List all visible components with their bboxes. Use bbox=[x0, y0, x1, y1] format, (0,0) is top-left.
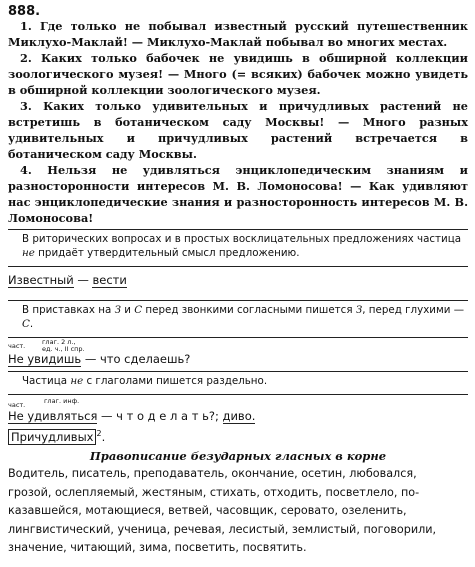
example-punct: . bbox=[101, 429, 106, 444]
grammar-label: част. bbox=[8, 401, 26, 409]
rule-text: с глаголами пишется раздельно. bbox=[86, 375, 268, 387]
section-title: Правописание безударных гласных в корне bbox=[89, 449, 387, 463]
word-list-line: Водитель, писатель, преподаватель, окончание, осетин, любовался, bbox=[8, 467, 417, 480]
rule-letter: З bbox=[355, 304, 363, 316]
exercise-item-3: 3. Каких только удивительных и причудливых растений не встретишь в ботаническом саду Москвы! — Много разных удивительных и причудливых растений встречается в ботаническом саду Москвы. bbox=[8, 99, 468, 161]
rule-particle: не bbox=[70, 375, 84, 387]
example-prichudlivykh bbox=[8, 429, 468, 449]
footnote-mark: 2 bbox=[96, 429, 102, 438]
rule-letter: З bbox=[114, 304, 121, 316]
rule-letter: С bbox=[134, 304, 143, 316]
exercise-item-2: 2. Каких только бабочек не увидишь в обширной коллекции зоологического музея! — Много (= всяких) бабочек можно увидеть в обширной коллекции зоологического музея. bbox=[8, 51, 468, 97]
word-list-line: лингвистический, ученица, речевая, лесистый, землистый, поговорили, bbox=[8, 522, 437, 536]
rule-text: В риторических вопросах и в простых восклицательных предложениях частица bbox=[22, 233, 462, 245]
rule-text: . bbox=[29, 318, 34, 330]
example-word: диво. bbox=[222, 409, 256, 423]
example-word: Известный bbox=[8, 273, 74, 287]
rule-text: Частица bbox=[22, 375, 68, 387]
word-list-line: казавшейся, мотающиеся, ветвей, часовщик, серовато, озеленить, bbox=[8, 504, 407, 517]
example-ne-uvidish bbox=[8, 340, 468, 368]
word-list bbox=[8, 465, 468, 558]
grammar-label: част. bbox=[8, 342, 26, 350]
divider bbox=[8, 337, 468, 338]
rule-prefixes bbox=[8, 301, 468, 334]
grammar-label: глаг. инф. bbox=[44, 397, 80, 405]
divider bbox=[8, 394, 468, 395]
exercise-number: 888. bbox=[8, 4, 41, 19]
example-phrase: Не удивляться bbox=[8, 409, 98, 423]
example-phrase: Не увидишь bbox=[8, 352, 82, 366]
example-root: вести bbox=[92, 273, 127, 287]
rule-ne-with-verbs bbox=[8, 372, 468, 391]
rule-rhetorical-questions bbox=[8, 230, 468, 263]
grammar-label: ед. ч., II спр. bbox=[42, 345, 85, 353]
grammar-label: глаг. 2 л., bbox=[42, 338, 76, 346]
word-list-line: значение, читающий, зима, посветить, посвятить. bbox=[8, 541, 307, 554]
rule-text: перед звонкими согласными пишется bbox=[145, 304, 353, 316]
word-list-line: грозой, ослепляемый, жестяным, стихать, отходить, посветлело, по- bbox=[8, 485, 420, 499]
example-question: — что сделаешь? bbox=[84, 352, 191, 366]
example-question: — ч т о д е л а т ь?; bbox=[101, 409, 219, 423]
rule-letter: С bbox=[22, 318, 30, 330]
example-ne-udivlyatsya bbox=[8, 399, 468, 429]
rule-text: , перед глухими — bbox=[362, 304, 465, 316]
exercise-item-1: 1. Где только не побывал известный русский путешественник Миклухо-Маклай! — Миклухо-Маклай побывал во многих местах. bbox=[8, 19, 468, 49]
example-dash: — bbox=[77, 273, 89, 287]
rule-text: В приставках на bbox=[22, 304, 112, 316]
page bbox=[8, 4, 468, 558]
rule-text: и bbox=[124, 304, 131, 316]
boxed-word: Причудливых bbox=[8, 429, 96, 445]
rule-particle: не bbox=[22, 247, 35, 259]
exercise-items bbox=[8, 18, 468, 226]
exercise-item-4: 4. Нельзя не удивляться энциклопедическим знаниям и разносторонности интересов М. В. Ломоносова! — Как удивляют нас энциклопедические знания и разносторонность интересов М. В. Ломоносова! bbox=[8, 163, 468, 225]
rule-text: придаёт утвердительный смысл предложению. bbox=[38, 247, 300, 259]
example-izvestny bbox=[8, 267, 468, 297]
